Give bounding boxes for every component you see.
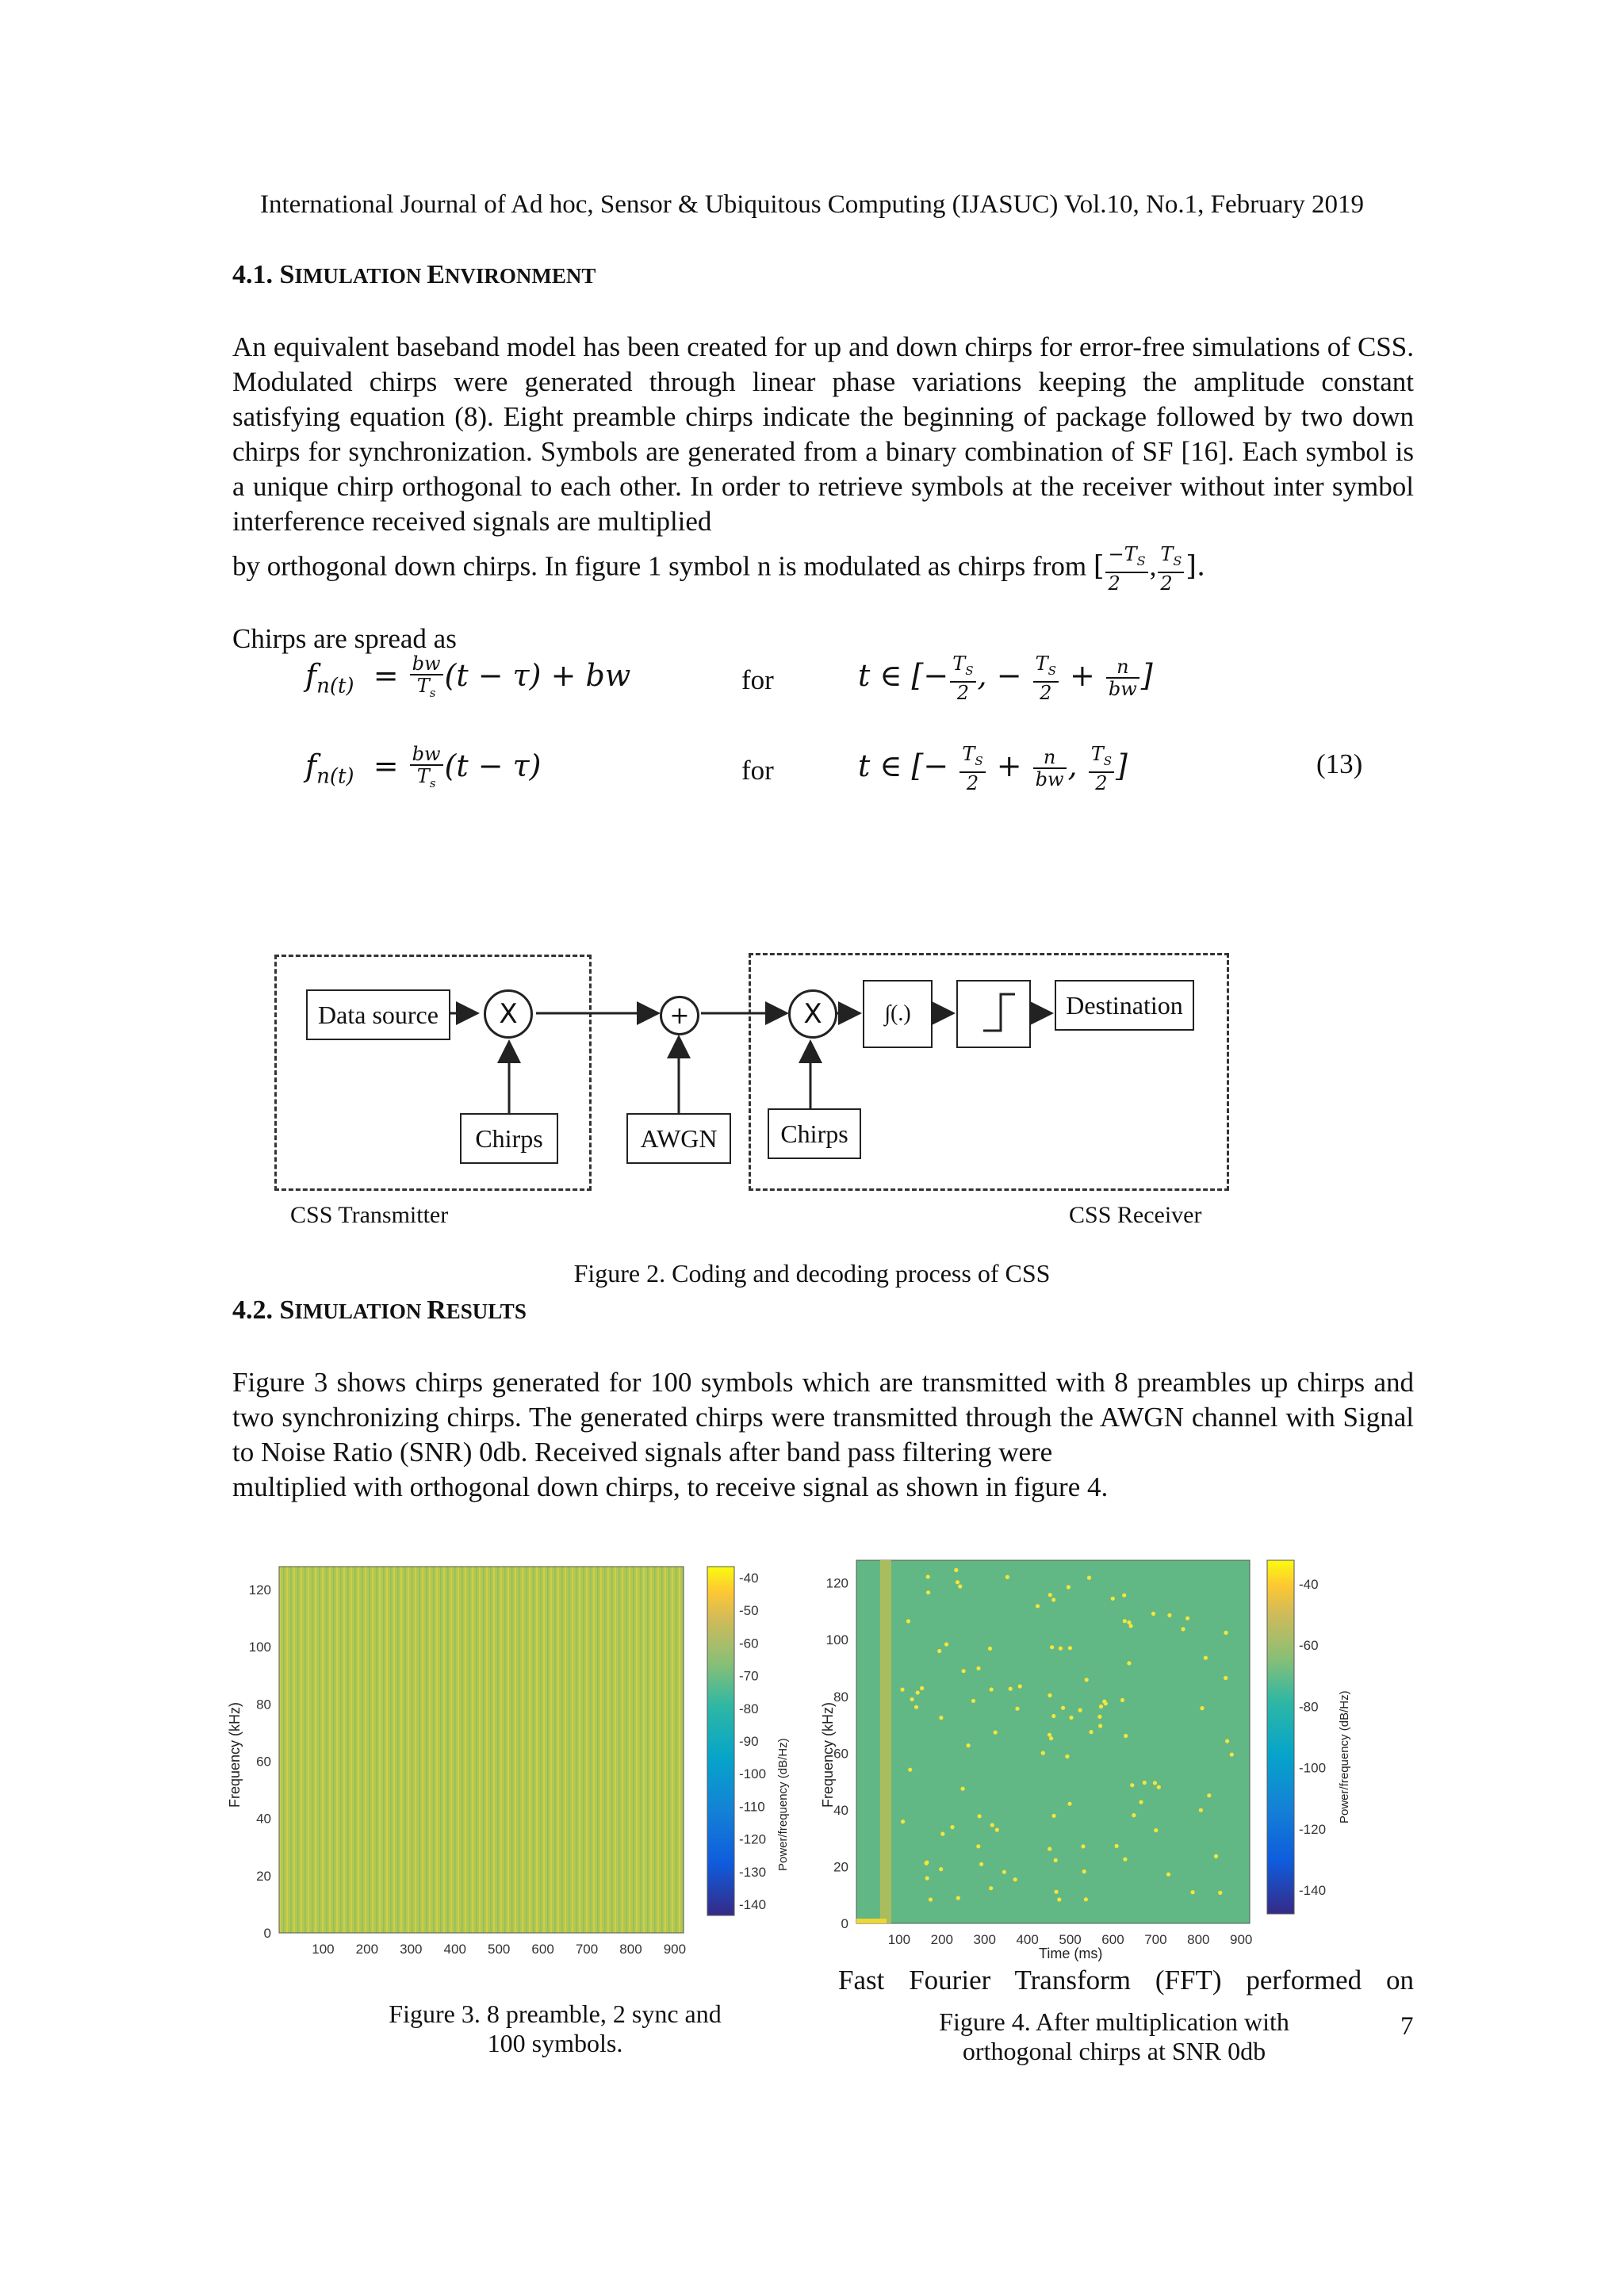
chirp-point [1057,1897,1061,1901]
chirp-point [1065,1755,1069,1758]
css-transmitter-label: CSS Transmitter [290,1202,449,1228]
x-tick-label: 800 [1187,1932,1210,1947]
adder-icon: + [660,996,699,1035]
chirp-point [1087,1576,1091,1580]
colorbar-tick-label: -70 [739,1668,759,1684]
section-heading-4-2: 4.2. SIMULATION RESULTS [232,1295,527,1325]
chirp-point [1130,1783,1134,1787]
colorbar-tick-label: -110 [739,1799,765,1815]
x-tick-label: 300 [400,1942,423,1957]
chirp-point [906,1619,910,1623]
equation-range-2: t ∈ [− $\frac{T_S}{2}$ + $\frac{n}{bw}$ , $\frac{T_S}{2}$ ] [858,743,1128,794]
y-tick-label: 80 [833,1689,848,1705]
chirp-point [976,1667,980,1670]
chirp-point [1069,1716,1073,1720]
chirp-point [956,1580,959,1584]
chirp-point [950,1825,954,1829]
colorbar-tick-label: -120 [739,1831,767,1847]
chirp-point [1005,1575,1009,1579]
chirp-point [1048,1733,1051,1737]
chirp-point [1067,1802,1071,1806]
x-tick-label: 700 [575,1942,599,1957]
chirp-point [1124,1734,1128,1738]
fig3-ylabel: Frequency (kHz) [227,1701,243,1808]
chirp-point [1055,1890,1059,1894]
chirps-tx-block: Chirps [460,1113,558,1164]
y-tick-label: 40 [256,1811,271,1827]
chirp-point [920,1686,924,1690]
chirp-point [1018,1684,1022,1688]
chirp-point [900,1688,904,1692]
x-tick-label: 500 [487,1942,511,1957]
y-tick-label: 60 [833,1746,848,1762]
fig4-plot-area [856,1560,1250,1923]
chirp-point [1123,1858,1127,1862]
chirp-point [1067,1585,1071,1589]
chirp-point [940,1832,944,1836]
equation-range-1: t ∈ [− $\frac{T_S}{2}$ , − $\frac{T_S}{2}$ + $\frac{n}{bw}$ ] [858,652,1153,704]
chirp-point [961,1787,965,1791]
equation-number: (13) [1316,748,1363,779]
chirp-point [1068,1646,1072,1650]
chirp-point [1054,1858,1058,1862]
fig4-baseline-band [856,1919,887,1923]
page-number: 7 [1400,2012,1414,2041]
fig4-colorbar [1267,1560,1294,1914]
chirp-point [1191,1890,1195,1894]
fft-text: Fast Fourier Transform (FFT) performed on [838,1965,1414,1996]
y-tick-label: 100 [248,1640,271,1655]
chirp-point [1157,1785,1161,1789]
chirp-point [1085,1678,1089,1682]
chirp-point [1166,1873,1170,1877]
chirp-point [944,1642,948,1646]
colorbar-tick-label: -100 [739,1766,767,1782]
eq-for-1: for [741,664,774,695]
chirp-point [1122,1594,1126,1598]
eq-for-2: for [741,755,774,786]
fig3-yticks [249,1582,271,1941]
chirp-point [925,1862,929,1866]
chirp-point [1153,1781,1157,1785]
chirp-point [1207,1793,1211,1797]
chirp-point [976,1844,980,1848]
figure-4-caption: Figure 4. After multiplication with orthogonal chirps at SNR 0db [939,2007,1289,2065]
fig3-cbar-label: Power/frequency (dB/Hz) [776,1738,790,1871]
chirp-point [939,1716,943,1720]
chirp-point [1002,1870,1006,1874]
chirp-point [1099,1705,1103,1709]
x-tick-label: 100 [312,1942,335,1957]
colorbar-tick-label: -100 [1299,1760,1327,1776]
equation-line-2: $f_{n(t)}$ = $\frac{bw}{T_s}$ (t − τ) [305,743,542,790]
chirp-point [1204,1656,1208,1660]
paragraph-simulation-results: Figure 3 shows chirps generated for 100 symbols which are transmitted with 8 preambles up chirps and two synchronizing chirps. The generated chirps were transmitted through the AWGN channel with Signal to Noise Ratio (SNR) 0db. Received signals after band pass filtering were multiplied with orthogonal down chirps, to receive signal as shown in figure 4. [232,1367,1414,1502]
chirp-point [988,1647,992,1651]
chirp-point [1098,1724,1102,1728]
data-source-block: Data source [306,989,450,1040]
chirp-point [1111,1597,1115,1601]
chirp-point [901,1820,905,1823]
figure-2-caption: Figure 2. Coding and decoding process of CSS [573,1259,1051,1288]
chirp-point [979,1862,983,1866]
chirp-point [1167,1613,1171,1617]
chirp-point [1154,1828,1158,1832]
y-tick-label: 100 [825,1632,848,1648]
chirp-point [971,1699,975,1703]
chirp-point [1200,1706,1204,1710]
colorbar-tick-label: -140 [1299,1883,1327,1898]
chirp-point [1009,1687,1013,1691]
chirp-point [1097,1715,1101,1719]
chirp-point [1089,1730,1093,1734]
chirp-point [1061,1706,1065,1710]
chirp-point [1151,1612,1155,1616]
chirps-rx-block: Chirps [768,1108,861,1159]
chirp-point [1081,1844,1085,1848]
chirp-point [995,1828,999,1832]
chirp-point [1050,1645,1054,1649]
chirp-point [954,1568,958,1572]
y-tick-label: 80 [256,1697,271,1712]
css-receiver-label: CSS Receiver [1069,1202,1202,1228]
fig4-xlabel: Time (ms) [1039,1946,1103,1961]
figure-4-spectrogram [801,1554,1372,1966]
chirp-point [1214,1854,1218,1858]
chirp-point [1181,1627,1185,1631]
x-tick-label: 200 [355,1942,379,1957]
chirp-point [990,1823,994,1827]
section-heading-4-1: 4.1. SIMULATION ENVIRONMENT [232,260,596,289]
fig4-cbar-ticks [1299,1577,1326,1898]
destination-block: Destination [1055,980,1194,1031]
chirp-point [1048,1847,1051,1851]
chirp-point [1224,1631,1228,1635]
fig4-preamble-band [880,1560,891,1923]
chirp-point [926,1575,930,1578]
chirp-point [1041,1751,1045,1755]
chirp-point [1036,1604,1040,1608]
colorbar-tick-label: -80 [1299,1699,1319,1715]
multiplier-tx-icon: X [484,989,533,1039]
fig3-colorbar [707,1567,734,1915]
chirp-point [990,1687,994,1691]
colorbar-tick-label: -90 [739,1734,759,1749]
chirp-point [1224,1676,1228,1680]
chirp-point [914,1705,918,1709]
chirp-point [1013,1877,1017,1881]
x-tick-label: 300 [973,1932,996,1947]
colorbar-tick-label: -120 [1299,1821,1327,1837]
awgn-block: AWGN [626,1113,731,1164]
chirp-point [1048,1693,1051,1697]
colorbar-tick-label: -40 [1299,1577,1319,1592]
chirp-point [1143,1781,1147,1785]
chirp-point [967,1743,971,1747]
x-tick-label: 400 [443,1942,466,1957]
chirp-point [1051,1714,1055,1718]
chirp-point [1049,1736,1053,1740]
colorbar-tick-label: -140 [739,1897,767,1912]
colorbar-tick-label: -60 [1299,1638,1319,1654]
decision-block [956,980,1031,1048]
chirp-point [1115,1844,1119,1848]
chirp-point [1218,1891,1222,1895]
chirp-point [978,1814,982,1818]
figure-3-spectrogram [222,1554,793,1966]
chirp-point [937,1649,941,1653]
x-tick-label: 800 [619,1942,642,1957]
chirp-point [1051,1598,1055,1601]
chirp-point [994,1731,998,1735]
x-tick-label: 200 [930,1932,954,1947]
chirp-point [1123,1619,1127,1623]
chirp-point [962,1669,966,1673]
paragraph-simulation-environment: An equivalent baseband model has been created for up and down chirps for error-free simulations of CSS. Modulated chirps were generated through linear phase variations keeping the amplitude constant satisfying equation (8). Eight preamble chirps indicate the beginning of package followed by two down chirps for synchronization. Symbols are generated from a binary combination of SF [16]. Each symbol is a unique chirp orthogonal to each other. In order to retrieve symbols at the receiver without inter symbol interference received signals are multiplied by orthogonal down chirps. In figure 1 symbol n is modulated as chirps from [ $\frac{-T_S}{2}$ , $\frac{T_S}{2}$ ]. [232,331,1414,595]
y-tick-label: 60 [256,1754,271,1770]
x-tick-label: 900 [1230,1932,1253,1947]
x-tick-label: 600 [531,1942,554,1957]
chirp-point [926,1590,930,1594]
y-tick-label: 20 [256,1868,271,1884]
chirp-point [1078,1709,1082,1712]
colorbar-tick-label: -80 [739,1701,759,1716]
chirp-point [1199,1808,1203,1812]
multiplier-rx-icon: X [788,989,837,1039]
chirp-point [1185,1617,1189,1621]
equation-line-1: $f_{n(t)}$ = $\frac{bw}{T_s}$ (t − τ) + bw [305,652,631,700]
chirp-point [929,1897,933,1901]
x-tick-label: 700 [1144,1932,1167,1947]
x-tick-label: 600 [1101,1932,1124,1947]
y-tick-label: 120 [825,1575,848,1591]
chirp-point [989,1886,993,1890]
figure-3-caption: Figure 3. 8 preamble, 2 sync and 100 symbols. [389,1999,722,2057]
x-tick-label: 100 [887,1932,911,1947]
colorbar-tick-label: -130 [739,1864,767,1880]
chirp-point [925,1876,929,1880]
colorbar-tick-label: -40 [739,1571,759,1586]
figure-2-diagram [270,943,1237,1245]
fig4-ylabel: Frequency (kHz) [820,1701,836,1808]
chirp-point [958,1584,962,1588]
chirp-point [1127,1661,1131,1665]
x-tick-label: 500 [1059,1932,1082,1947]
chirp-point [1132,1813,1136,1817]
chirp-point [916,1690,920,1694]
x-tick-label: 900 [663,1942,687,1957]
chirp-point [908,1768,912,1772]
y-tick-label: 120 [248,1582,271,1598]
integrator-block: ∫(.) [863,980,933,1048]
chirp-point [1048,1593,1052,1597]
colorbar-tick-label: -60 [739,1636,759,1651]
chirp-point [1225,1739,1229,1743]
chirp-point [1052,1814,1056,1818]
chirp-point [1129,1624,1133,1628]
y-tick-label: 0 [263,1926,271,1941]
fig3-cbar-ticks [739,1571,766,1912]
chirp-point [956,1896,960,1900]
journal-header: International Journal of Ad hoc, Sensor & Ubiquitous Computing (IJASUC) Vol.10, No.1, February 2019 [259,190,1365,219]
x-tick-label: 400 [1016,1932,1039,1947]
chirp-point [1015,1707,1019,1711]
chirp-point [1120,1698,1124,1702]
fig3-xticks [312,1942,686,1957]
chirp-point [910,1697,914,1701]
chirp-point [1230,1753,1234,1757]
fig4-cbar-label: Power/frequency (dB/Hz) [1338,1690,1351,1823]
y-tick-label: 20 [833,1859,848,1875]
chirp-point [1059,1647,1063,1651]
chirp-point [939,1867,943,1871]
chirp-point [1139,1800,1143,1804]
chirp-point [1082,1869,1086,1873]
chirp-point [1102,1700,1106,1704]
fig3-plot-area [279,1567,684,1933]
y-tick-label: 40 [833,1802,848,1818]
y-tick-label: 0 [841,1916,848,1931]
chirps-intro: Chirps are spread as [232,623,457,654]
colorbar-tick-label: -50 [739,1603,759,1619]
chirp-point [1127,1621,1131,1624]
chirp-point [1084,1897,1088,1901]
